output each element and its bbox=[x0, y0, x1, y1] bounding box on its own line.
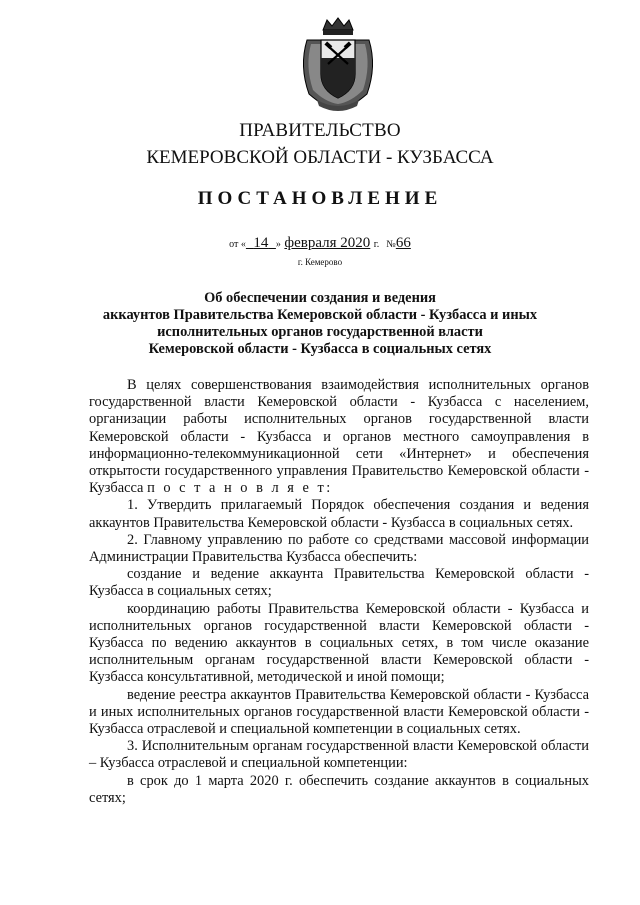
title-line-3: исполнительных органов государственной власти bbox=[157, 324, 483, 340]
resolves-word: п о с т а н о в л я е т: bbox=[147, 480, 333, 497]
decree-number: 66 bbox=[395, 235, 411, 251]
decree-dateline bbox=[0, 235, 640, 252]
title-line-1: Об обеспечении создания и ведения bbox=[204, 290, 436, 306]
date-from-label: от « bbox=[229, 239, 246, 250]
item-1: 1. Утвердить прилагаемый Порядок обеспечения создания и ведения аккаунтов Правительства Кемеровской области - Кузбасса в социальных сетях. bbox=[89, 497, 589, 531]
title-line-2: аккаунтов Правительства Кемеровской области - Кузбасса и иных bbox=[102, 307, 538, 323]
date-close-quote: » bbox=[275, 239, 281, 250]
document-type-title: ПОСТАНОВЛЕНИЕ bbox=[197, 188, 443, 209]
city-label: г. Кемерово bbox=[297, 257, 343, 267]
kuzbass-coat-of-arms-icon bbox=[295, 16, 381, 112]
intro-paragraph: В целях совершенствования взаимодействия исполнительных органов государственной власти Кемеровской области - Кузбасса с населением, организации работы исполнительных органов государственной власти Кемеровской области - Кузбасса и органов местного самоуправления в информационно-телекоммуникационной сети «Интернет» и обеспечения открытости государственного управления Правительство Кемеровской области - Кузбасса п о с т а н о в л я е т: bbox=[89, 377, 589, 497]
date-day: 14 bbox=[253, 235, 269, 251]
item-2b: координацию работы Правительства Кемеровской области - Кузбасса и исполнительных органов государственной власти Кемеровской области - Кузбасса по ведению аккаунтов в социальных сетях, в том числе оказание исполнительным органам государственной власти Кемеровской области - Кузбасса консультативной, методической и иной помощи; bbox=[89, 600, 589, 686]
decree-body bbox=[89, 377, 589, 807]
government-line-1: ПРАВИТЕЛЬСТВО bbox=[239, 120, 401, 141]
government-line-2: КЕМЕРОВСКОЙ ОБЛАСТИ - КУЗБАССА bbox=[146, 147, 494, 168]
item-2: 2. Главному управлению по работе со средствами массовой информации Администрации Правительства Кузбасса обеспечить: bbox=[89, 531, 589, 566]
date-month-year: февраля 2020 bbox=[284, 235, 371, 251]
item-2c: ведение реестра аккаунтов Правительства Кемеровской области - Кузбасса и иных исполнительных органов государственной власти Кемеровской области - Кузбасса отраслевой и специальной компетенции в социальных сетях. bbox=[89, 686, 589, 738]
item-3: 3. Исполнительным органам государственной власти Кемеровской области – Кузбасса отраслевой и специальной компетенции: bbox=[89, 738, 589, 772]
number-label: № bbox=[386, 239, 396, 250]
title-line-4: Кемеровской области - Кузбасса в социальных сетях bbox=[148, 341, 492, 357]
item-2a: создание и ведение аккаунта Правительства Кемеровской области - Кузбасса в социальных сетях; bbox=[89, 566, 589, 600]
item-3a: в срок до 1 марта 2020 г. обеспечить создание аккаунтов в социальных сетях; bbox=[89, 772, 589, 806]
date-year-abbr: г. bbox=[373, 239, 380, 250]
decree-title bbox=[0, 290, 640, 358]
